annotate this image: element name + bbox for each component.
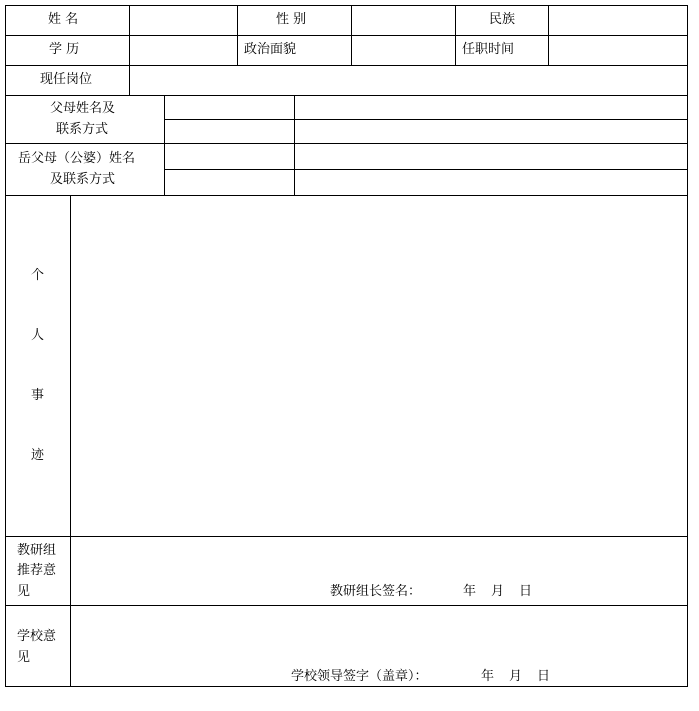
parent2-name-field[interactable] (165, 120, 294, 143)
inlaws-label-line1: 岳父母（公婆）姓名 (18, 151, 136, 166)
ethnicity-field[interactable] (549, 6, 687, 35)
current-position-field[interactable] (130, 66, 687, 95)
parent2-contact-field[interactable] (295, 120, 687, 143)
school-opinion-label-line1: 学校意 (17, 629, 57, 644)
name-label: 姓 名 (48, 12, 79, 27)
deeds-label-char: 人 (31, 328, 45, 343)
group-date-year: 年 (463, 584, 477, 599)
political-status-label: 政治面貌 (244, 42, 297, 57)
school-date-month: 月 (509, 669, 523, 684)
inlaw2-contact-field[interactable] (295, 170, 687, 195)
deeds-label-char: 事 (31, 388, 45, 403)
group-opinion-field[interactable] (71, 537, 687, 581)
parent1-name-field[interactable] (165, 96, 294, 119)
rule (237, 5, 238, 66)
tenure-label: 任职时间 (462, 42, 515, 57)
deeds-label-char: 个 (31, 268, 45, 283)
education-field[interactable] (130, 36, 237, 65)
inlaws-label-line2: 及联系方式 (50, 172, 116, 187)
tenure-field[interactable] (549, 36, 687, 65)
school-leader-signature-label: 学校领导签字（盖章）： (291, 669, 428, 684)
inlaw1-contact-field[interactable] (295, 144, 687, 169)
political-status-field[interactable] (352, 36, 455, 65)
rule (5, 686, 688, 687)
group-date-month: 月 (491, 584, 505, 599)
rule (455, 5, 456, 66)
group-opinion-label-line2: 推荐意 (17, 563, 57, 578)
name-field[interactable] (130, 6, 237, 35)
parents-label-line2: 联系方式 (56, 122, 109, 137)
group-opinion-label-line3: 见 (17, 584, 31, 599)
gender-field[interactable] (352, 6, 455, 35)
ethnicity-label: 民族 (489, 12, 516, 27)
deeds-field[interactable] (71, 196, 687, 536)
inlaw1-name-field[interactable] (165, 144, 294, 169)
school-opinion-field[interactable] (71, 606, 687, 664)
parents-label-line1: 父母姓名及 (50, 101, 116, 116)
group-date-day: 日 (519, 584, 533, 599)
group-opinion-label-line1: 教研组 (17, 543, 57, 558)
education-label: 学 历 (49, 42, 80, 57)
school-date-day: 日 (537, 669, 551, 684)
group-leader-signature-label: 教研组长签名： (330, 584, 422, 599)
inlaw2-name-field[interactable] (165, 170, 294, 195)
rule (687, 5, 688, 687)
parent1-contact-field[interactable] (295, 96, 687, 119)
deeds-label-char: 迹 (31, 448, 45, 463)
gender-label: 性 别 (276, 12, 307, 27)
school-opinion-label-line2: 见 (17, 650, 31, 665)
school-date-year: 年 (481, 669, 495, 684)
rule (5, 5, 6, 687)
current-position-label: 现任岗位 (40, 72, 93, 87)
